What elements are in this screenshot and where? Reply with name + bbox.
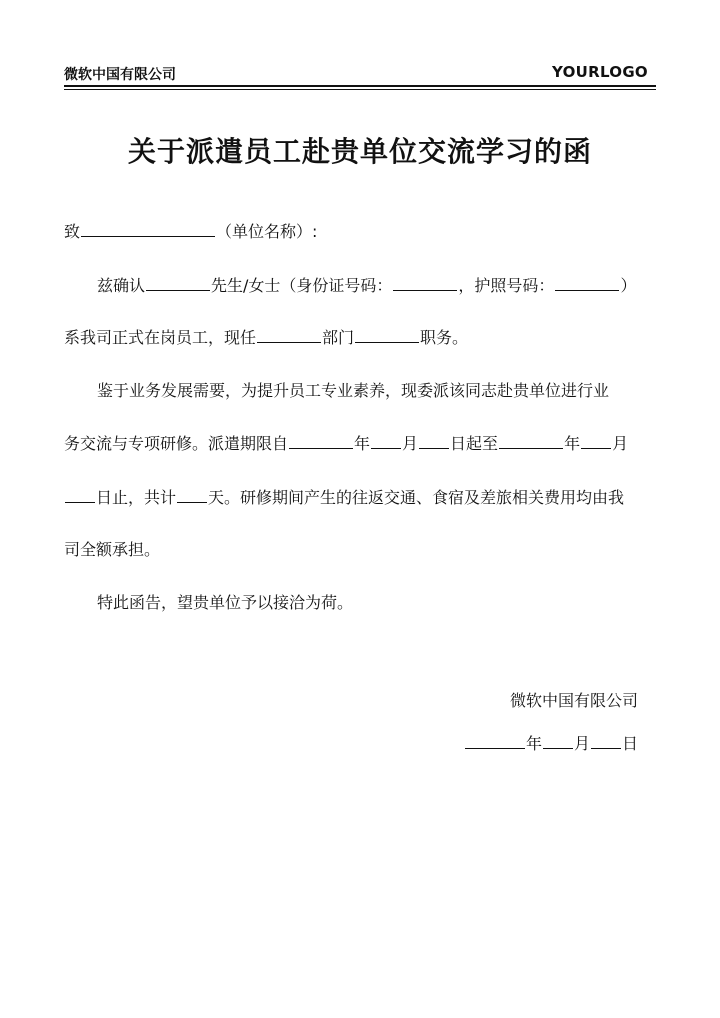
start-year-blank bbox=[289, 447, 353, 449]
total-days-blank bbox=[177, 501, 207, 503]
sign-year-blank bbox=[465, 747, 525, 749]
p2-end-year-label: 年 bbox=[564, 434, 581, 453]
header-rule-thin bbox=[64, 89, 656, 90]
name-blank bbox=[146, 289, 210, 291]
end-month-blank bbox=[581, 447, 611, 449]
department-blank bbox=[257, 341, 321, 343]
p1-line2-text-b: 部门 bbox=[322, 328, 355, 347]
p2-line3-text-b: 天。研修期间产生的往返交通、食宿及差旅相关费用均由我 bbox=[208, 488, 625, 507]
sign-day-blank bbox=[591, 747, 621, 749]
p2-line1: 鉴于业务发展需要，为提升员工专业素养，现委派该同志赴贵单位进行业 bbox=[97, 381, 610, 400]
p2-year-label: 年 bbox=[354, 434, 371, 453]
end-year-blank bbox=[499, 447, 563, 449]
p1-line2 bbox=[64, 325, 656, 348]
recipient-blank bbox=[81, 235, 215, 237]
salutation-suffix: （单位名称）: bbox=[216, 222, 318, 241]
p2-line2 bbox=[64, 431, 656, 454]
p1-line1 bbox=[64, 273, 689, 296]
header-company: 微软中国有限公司 bbox=[64, 67, 176, 83]
signature-date bbox=[464, 731, 638, 754]
passport-blank bbox=[555, 289, 619, 291]
header-logo: YOURLOGO bbox=[551, 63, 648, 81]
signature-company: 微软中国有限公司 bbox=[509, 691, 638, 710]
header-rule-thick bbox=[64, 85, 656, 87]
p1-text-b: 先生/女士（身份证号码： bbox=[211, 276, 393, 295]
p3-line: 特此函告，望贵单位予以接洽为荷。 bbox=[97, 593, 354, 612]
end-day-blank bbox=[65, 501, 95, 503]
start-month-blank bbox=[371, 447, 401, 449]
p2-line2-text: 务交流与专项研修。派遣期限自 bbox=[64, 434, 289, 453]
sign-month-blank bbox=[543, 747, 573, 749]
p1-line2-text-c: 职务。 bbox=[420, 328, 469, 347]
salutation-line bbox=[64, 219, 656, 242]
start-day-blank bbox=[419, 447, 449, 449]
p1-text-c: ，护照号码： bbox=[458, 276, 555, 295]
p1-text-d: ） bbox=[620, 276, 637, 295]
sign-year-label: 年 bbox=[525, 734, 542, 753]
p2-month-label: 月 bbox=[402, 434, 419, 453]
id-number-blank bbox=[393, 289, 457, 291]
p2-day-from-label: 日起至 bbox=[450, 434, 499, 453]
p2-line4: 司全额承担。 bbox=[64, 540, 161, 559]
p2-line3 bbox=[64, 485, 656, 508]
letter-title: 关于派遣员工赴贵单位交流学习的函 bbox=[127, 135, 592, 168]
salutation-prefix: 致 bbox=[64, 222, 81, 241]
p2-line3-text-a: 日止，共计 bbox=[96, 488, 177, 507]
position-blank bbox=[355, 341, 419, 343]
sign-day-label: 日 bbox=[621, 734, 638, 753]
p1-line2-text-a: 系我司正式在岗员工，现任 bbox=[64, 328, 257, 347]
sign-month-label: 月 bbox=[573, 734, 590, 753]
p1-text-a: 兹确认 bbox=[97, 276, 146, 295]
p2-end-month-label: 月 bbox=[612, 434, 629, 453]
